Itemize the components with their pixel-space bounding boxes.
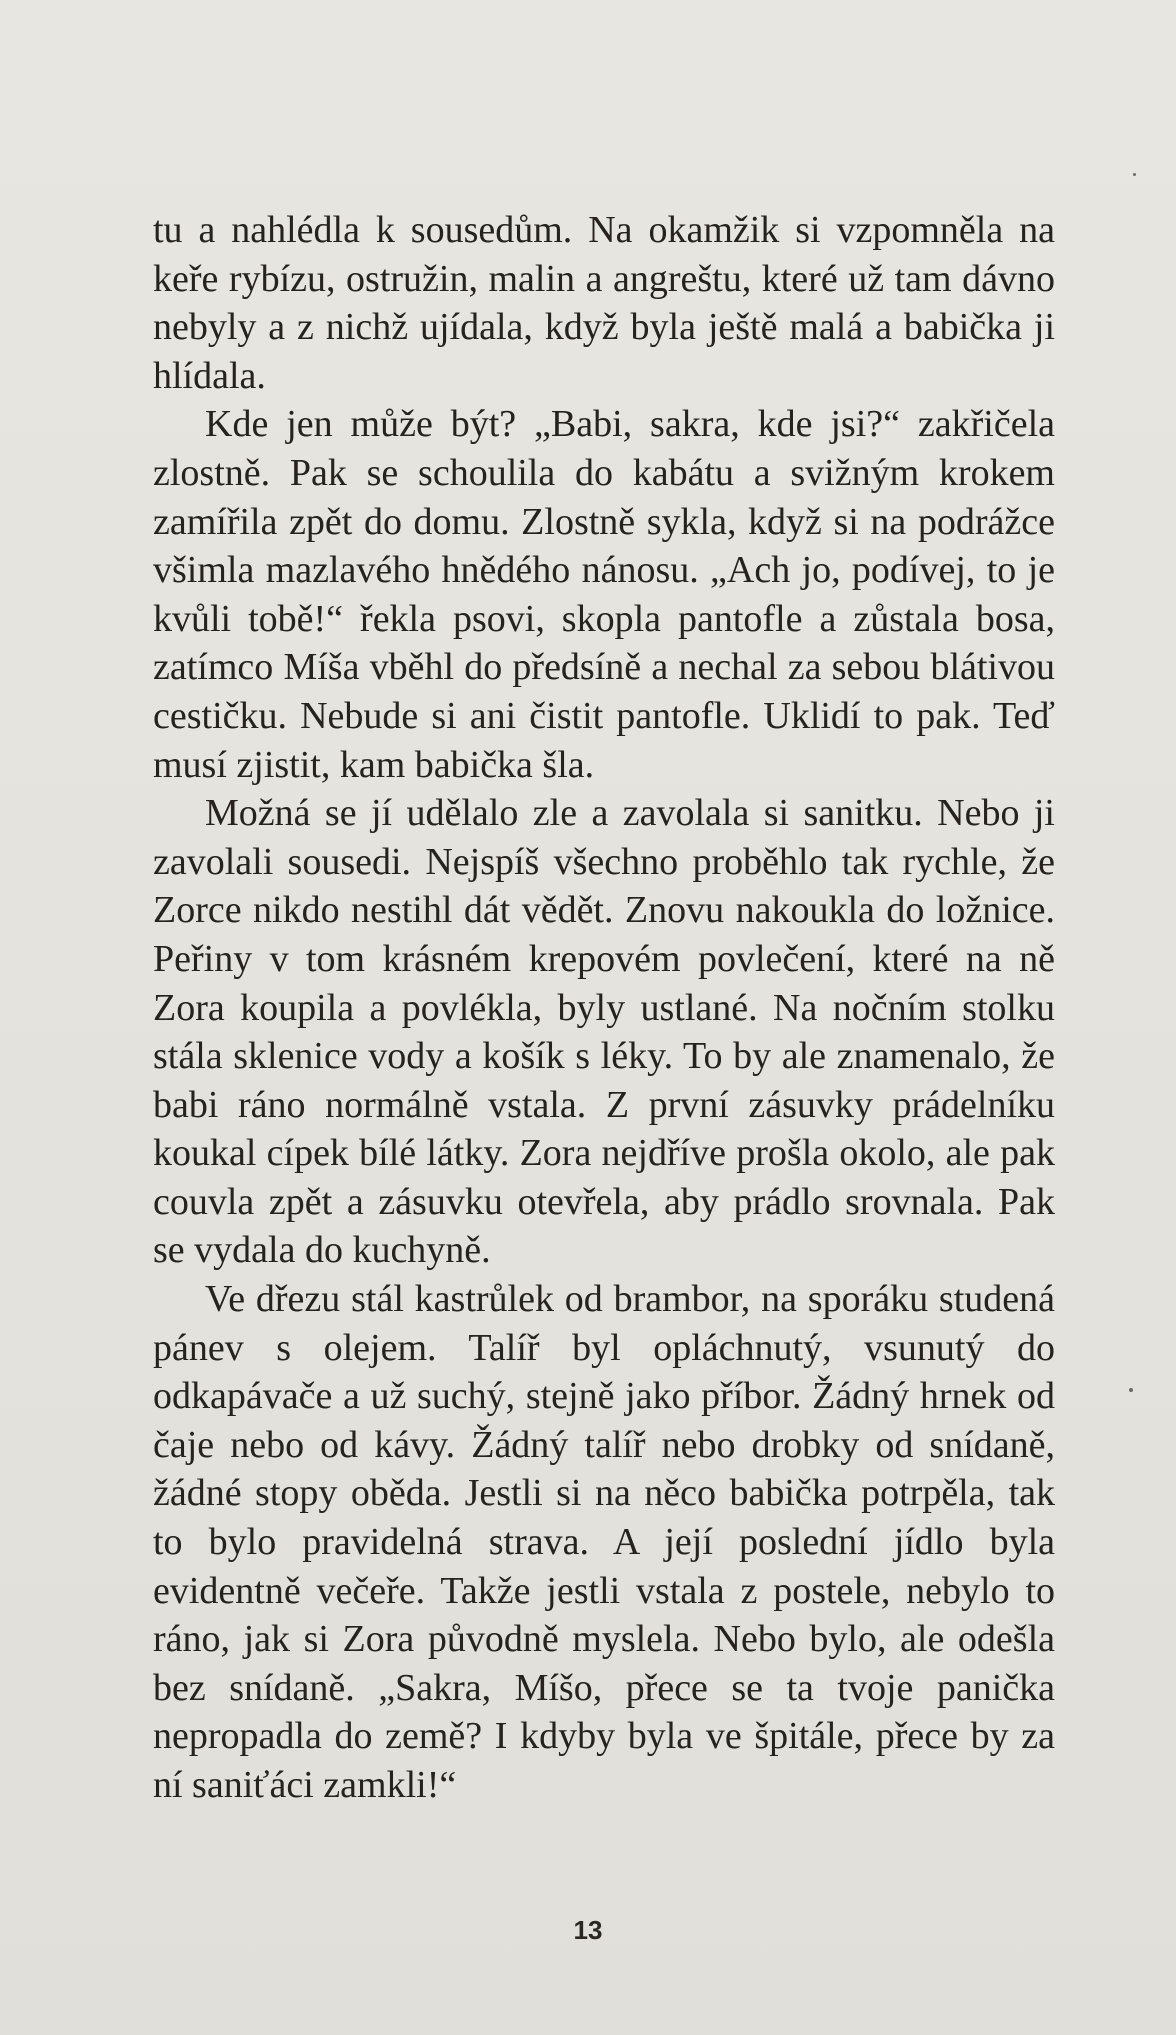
page-number: 13 — [573, 1915, 603, 1945]
paragraph: Možná se jí udělalo zle a zavolala si sanitku. Nebo ji zavolali sousedi. Nejspíš všechno proběhlo tak rychle, že Zorce nikdo nestihl dát vědět. Znovu nakoukla do ložnice. Peřiny v tom krásném krepovém povlečení, které na ně Zora koupila a povlékla, byly ustlané. Na nočním stolku stála sklenice vody a košík s léky. To by ale znamenalo, že babi ráno normálně vstala. Z první zásuvky prádelníku koukal cípek bílé látky. Zora nejdříve prošla okolo, ale pak couvla zpět a zásuvku otevřela, aby prádlo srovnala. Pak se vydala do kuchyně. — [153, 792, 1055, 1272]
paper-speck — [1129, 1388, 1133, 1392]
paragraph: tu a nahlédla k sousedům. Na okamžik si vzpomněla na keře rybízu, ostružin, malin a angreštu, které už tam dávno nebyly a z nichž ujídala, když byla ještě malá a babička ji hlídala. — [153, 209, 1055, 397]
paragraph: Ve dřezu stál kastrůlek od brambor, na sporáku studená pánev s olejem. Talíř byl opláchnutý, vsunutý do odkapávače a už suchý, stejně jako příbor. Žádný hrnek od čaje nebo od kávy. Žádný talíř nebo drobky od snídaně, žádné stopy oběda. Jestli si na něco babička potrpěla, tak to bylo pravidelná strava. A její poslední jídlo byla evidentně večeře. Takže jestli vstala z postele, nebylo to ráno, jak si Zora původně myslela. Nebo bylo, ale odešla bez snídaně. „Sakra, Míšo, přece se ta tvoje panička nepropadla do země? I kdyby byla ve špitále, přece by za ní saniťáci zamkli!“ — [153, 1278, 1055, 1806]
paragraph: Kde jen může být? „Babi, sakra, kde jsi?“ zakřičela zlostně. Pak se schoulila do kabátu a svižným krokem zamířila zpět do domu. Zlostně sykla, když si na podrážce všimla mazlavého hnědého nánosu. „Ach jo, podívej, to je kvůli tobě!“ řekla psovi, skopla pantofle a zůstala bosa, zatímco Míša vběhl do předsíně a nechal za sebou blátivou cestičku. Nebude si ani čistit pantofle. Uklidí to pak. Teď musí zjistit, kam babička šla. — [153, 403, 1055, 786]
body-text — [153, 206, 1055, 1810]
paper-speck — [1133, 173, 1136, 176]
